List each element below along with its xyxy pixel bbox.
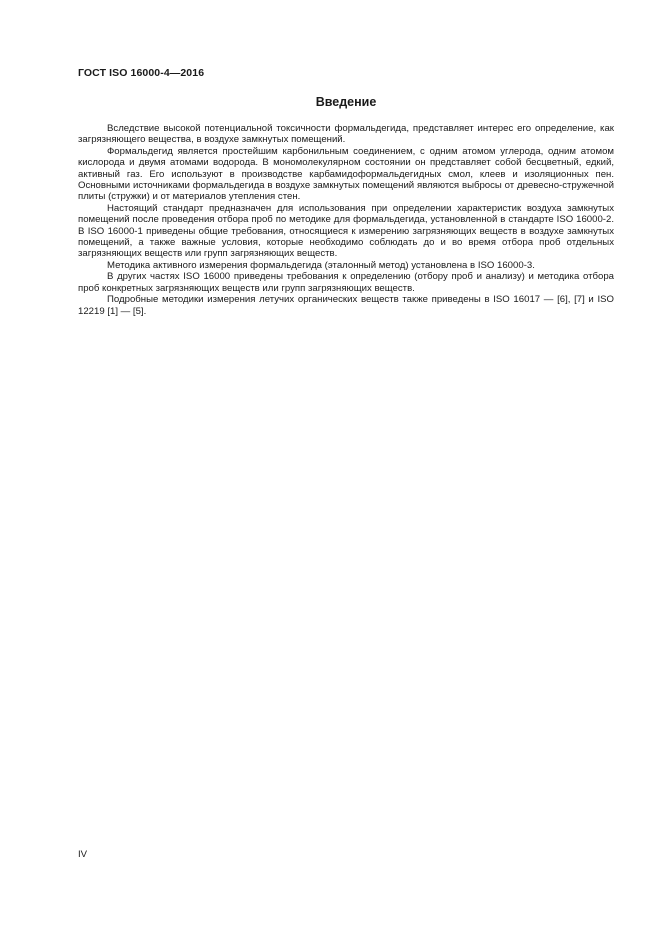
paragraph: Вследствие высокой потенциальной токсичности формальдегида, представляет интерес его определение, как загрязняющего вещества, в воздухе замкнутых помещений. — [78, 123, 614, 146]
paragraph: Формальдегид является простейшим карбонильным соединением, с одним атомом углерода, одним атомом кислорода и двумя атомами водорода. В мономолекулярном состоянии он представляет собой бесцветный, едкий, активный газ. Его используют в производстве карбамидоформальдегидных смол, клеев и изоляционных пен. Основными источниками формальдегида в воздухе замкнутых помещений являются выбросы от древесно-стружечной плиты (стружки) и от материалов утепления стен. — [78, 145, 614, 203]
page-number: IV — [78, 849, 88, 860]
paragraph: Настоящий стандарт предназначен для использования при определении характеристик воздуха замкнутых помещений после проведения отбора проб по методике для формальдегида, установленной в стандарте ISO 16000-2. В ISO 16000-1 приведены общие требования, относящиеся к измерению загрязняющих веществ в воздухе замкнутых помещений, а также важные условия, которые необходимо соблюдать до и во время отбора проб отдельных загрязняющих веществ или групп загрязняющих веществ. — [78, 202, 614, 260]
section-title: Введение — [315, 95, 377, 109]
paragraph: Методика активного измерения формальдегида (эталонный метод) установлена в ISO 16000-3. — [107, 259, 535, 271]
paragraph: Подробные методики измерения летучих органических веществ также приведены в ISO 16017 — [6], [7] и ISO 12219 [1] — [5]. — [78, 294, 614, 317]
document-code-header: ГОСТ ISO 16000-4—2016 — [78, 67, 205, 79]
paragraph: В других частях ISO 16000 приведены требования к определению (отбору проб и анализу) и методика отбора проб конкретных загрязняющих веществ или групп загрязняющих веществ. — [78, 271, 614, 294]
body-text — [78, 123, 614, 317]
